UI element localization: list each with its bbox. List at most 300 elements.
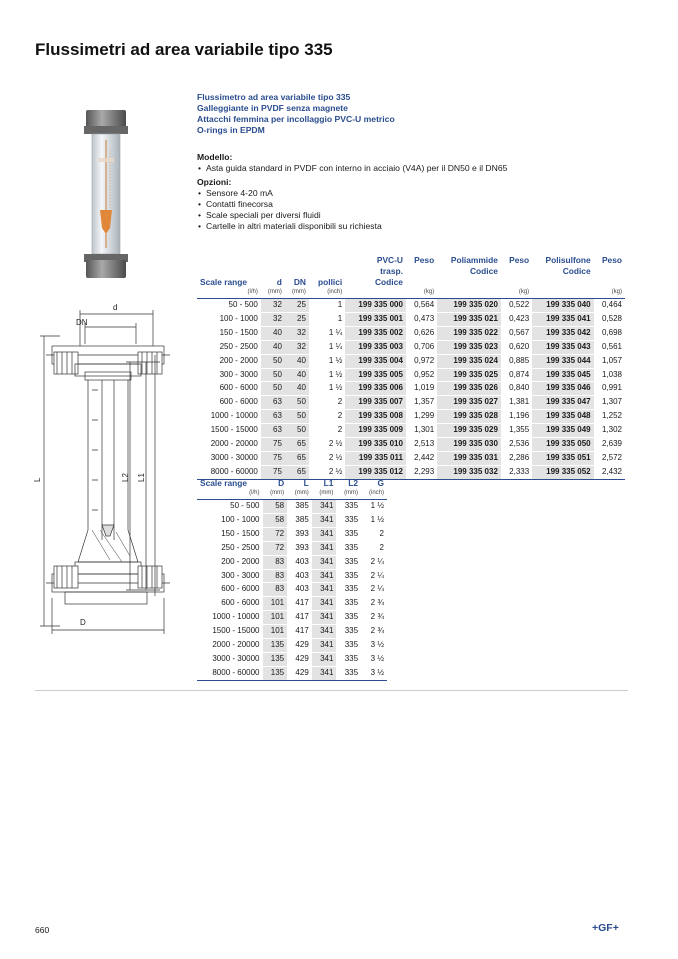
table-units-row [197, 288, 625, 299]
unit-G: (inch) [361, 489, 387, 500]
table-row [197, 424, 625, 438]
table-cell: 100 - 1000 [197, 513, 263, 527]
col-D: D [278, 478, 285, 488]
table-row [197, 652, 387, 666]
dim-label-l2: L2 [121, 473, 130, 482]
table-cell: 199 335 002 [345, 326, 406, 340]
table-cell: 2 ¾ [361, 611, 387, 625]
table-cell: 335 [336, 611, 361, 625]
table-cell: 199 335 023 [437, 340, 501, 354]
table-row [197, 326, 625, 340]
table-cell: 32 [261, 312, 285, 326]
unit-kg: (kg) [594, 288, 625, 299]
table-cell: 341 [312, 569, 337, 583]
table-cell: 72 [263, 541, 288, 555]
table-cell: 0,874 [501, 368, 532, 382]
table-cell: 25 [285, 299, 309, 313]
table-cell: 1 ½ [309, 354, 345, 368]
unit-scale: (l/h) [197, 288, 261, 299]
table-row [197, 500, 387, 514]
table-cell: 50 [285, 424, 309, 438]
description-line: Attacchi femmina per incollaggio PVC-U metrico [197, 114, 395, 124]
table-cell: 150 - 1500 [197, 326, 261, 340]
model-options-block [197, 152, 627, 232]
table-cell: 335 [336, 569, 361, 583]
table-cell: 335 [336, 652, 361, 666]
codes-table [197, 255, 625, 480]
table-cell: 199 335 040 [532, 299, 593, 313]
table-cell: 341 [312, 652, 337, 666]
dim-label-l1: L1 [137, 473, 146, 482]
table-cell: 1,038 [594, 368, 625, 382]
table-cell: 135 [263, 666, 288, 680]
table-cell: 83 [263, 555, 288, 569]
col-ps-line: Codice [562, 266, 591, 276]
codes-table-body [197, 299, 625, 480]
table-cell: 429 [287, 639, 312, 653]
table-row [197, 541, 387, 555]
table-row [197, 639, 387, 653]
table-cell: 0,626 [406, 326, 437, 340]
table-cell: 1 ¼ [309, 340, 345, 354]
table-row [197, 583, 387, 597]
table-cell: 63 [261, 396, 285, 410]
table-cell: 600 - 6000 [197, 396, 261, 410]
table-cell: 199 335 044 [532, 354, 593, 368]
table-cell: 417 [287, 625, 312, 639]
table-cell: 25 [285, 312, 309, 326]
col-L2: L2 [348, 478, 359, 488]
col-G: G [377, 478, 384, 488]
table-cell: 32 [285, 326, 309, 340]
table-cell: 1 ¼ [309, 326, 345, 340]
table-cell: 1,355 [501, 424, 532, 438]
page-title: Flussimetri ad area variabile tipo 335 [35, 40, 333, 59]
table-cell: 135 [263, 639, 288, 653]
table-cell: 0,952 [406, 368, 437, 382]
table-cell: 2,572 [594, 451, 625, 465]
table-cell: 0,528 [594, 312, 625, 326]
unit-kg: (kg) [406, 288, 437, 299]
col-pvcu-line: trasp. [380, 266, 403, 276]
table-cell: 403 [287, 569, 312, 583]
table-cell: 135 [263, 652, 288, 666]
table-row [197, 438, 625, 452]
table-cell: 335 [336, 527, 361, 541]
model-heading: Modello: [197, 152, 233, 162]
table-cell: 199 335 009 [345, 424, 406, 438]
table-row [197, 312, 625, 326]
table-cell: 58 [263, 500, 288, 514]
table-cell: 2,293 [406, 465, 437, 479]
table-cell: 0,885 [501, 354, 532, 368]
table-cell: 335 [336, 625, 361, 639]
col-ps-line: Polisulfone [545, 255, 591, 265]
table-cell: 65 [285, 438, 309, 452]
table-cell: 200 - 2000 [197, 555, 263, 569]
unit-kg: (kg) [501, 288, 532, 299]
col-L1: L1 [323, 478, 334, 488]
dim-label-d: d [113, 303, 118, 312]
table-cell: 1 ½ [361, 513, 387, 527]
option-item: • Cartelle in altri materiali disponibili su richiesta [197, 221, 627, 232]
col-pvcu-line: PVC-U [376, 255, 403, 265]
col-pvcu-codice [345, 255, 406, 288]
table-row [197, 597, 387, 611]
table-cell: 50 [285, 410, 309, 424]
table-cell: 1,307 [594, 396, 625, 410]
table-cell: 341 [312, 541, 337, 555]
table-cell: 335 [336, 597, 361, 611]
table-cell: 83 [263, 583, 288, 597]
table-cell: 335 [336, 513, 361, 527]
table-cell: 65 [285, 465, 309, 479]
flowmeter-photo [80, 110, 132, 280]
col-poliammide-codice [437, 255, 501, 288]
col-pa-line: Poliammide [450, 255, 498, 265]
table-cell: 101 [263, 625, 288, 639]
table-cell: 3 ½ [361, 652, 387, 666]
table-cell: 199 335 028 [437, 410, 501, 424]
table-cell: 2 ½ [309, 438, 345, 452]
table-cell: 2,639 [594, 438, 625, 452]
table-cell: 2 ¾ [361, 597, 387, 611]
dim-label-dn: DN [76, 318, 88, 327]
col-d: d [276, 277, 282, 287]
unit-D: (mm) [263, 489, 288, 500]
col-polisulfone-codice [532, 255, 593, 288]
table-cell: 2,536 [501, 438, 532, 452]
table-cell: 0,972 [406, 354, 437, 368]
divider [35, 690, 628, 691]
page-number: 660 [35, 925, 50, 935]
table-cell: 199 335 050 [532, 438, 593, 452]
table-cell: 199 335 052 [532, 465, 593, 479]
table-cell: 1000 - 10000 [197, 611, 263, 625]
col-pvcu-line: Codice [374, 277, 403, 287]
table-cell: 0,620 [501, 340, 532, 354]
table-cell: 429 [287, 666, 312, 680]
table-cell: 1,301 [406, 424, 437, 438]
table-cell: 0,991 [594, 382, 625, 396]
table-cell: 2,286 [501, 451, 532, 465]
unit-dn: (mm) [285, 288, 309, 299]
table-cell: 0,561 [594, 340, 625, 354]
table-cell: 199 335 007 [345, 396, 406, 410]
table-cell: 63 [261, 424, 285, 438]
table-cell: 101 [263, 597, 288, 611]
table-cell: 341 [312, 555, 337, 569]
table-cell: 199 335 020 [437, 299, 501, 313]
table-cell: 100 - 1000 [197, 312, 261, 326]
table-cell: 50 - 500 [197, 500, 263, 514]
table-cell: 199 335 051 [532, 451, 593, 465]
table-cell: 199 335 024 [437, 354, 501, 368]
table-cell: 199 335 027 [437, 396, 501, 410]
table-cell: 40 [261, 340, 285, 354]
table-cell: 417 [287, 611, 312, 625]
table-row [197, 382, 625, 396]
table-cell: 3 ½ [361, 666, 387, 680]
table-cell: 2 ½ [309, 451, 345, 465]
table-cell: 403 [287, 555, 312, 569]
table-cell: 335 [336, 555, 361, 569]
col-L: L [303, 478, 309, 488]
table-cell: 199 335 022 [437, 326, 501, 340]
table-cell: 199 335 021 [437, 312, 501, 326]
table-cell: 65 [285, 451, 309, 465]
table-row [197, 299, 625, 313]
table-cell: 199 335 011 [345, 451, 406, 465]
table-cell: 1 ½ [309, 382, 345, 396]
table-row [197, 666, 387, 680]
table-cell: 200 - 2000 [197, 354, 261, 368]
table-cell: 3 ½ [361, 639, 387, 653]
gf-logo: +GF+ [592, 922, 619, 934]
table-cell: 0,473 [406, 312, 437, 326]
table-cell: 600 - 6000 [197, 597, 263, 611]
table-cell: 2 ½ [309, 465, 345, 479]
table-cell: 341 [312, 513, 337, 527]
table-cell: 199 335 008 [345, 410, 406, 424]
description-line: O-rings in EPDM [197, 125, 265, 135]
table-cell: 199 335 031 [437, 451, 501, 465]
table-cell: 2 [309, 410, 345, 424]
col-pollici: pollici [318, 277, 343, 287]
unit-L1: (mm) [312, 489, 337, 500]
table-cell: 58 [263, 513, 288, 527]
table-cell: 1,357 [406, 396, 437, 410]
table-cell: 1,019 [406, 382, 437, 396]
table-cell: 83 [263, 569, 288, 583]
table-row [197, 555, 387, 569]
table-cell: 1 [309, 299, 345, 313]
table-cell: 250 - 2500 [197, 541, 263, 555]
col-scale-range: Scale range [200, 277, 248, 287]
table-cell: 1,252 [594, 410, 625, 424]
table-cell: 50 [285, 396, 309, 410]
table-cell: 40 [261, 326, 285, 340]
model-item: • Asta guida standard in PVDF con interno in acciaio (V4A) per il DN50 e il DN65 [197, 163, 627, 174]
table-header-row [197, 255, 625, 288]
table-cell: 1,381 [501, 396, 532, 410]
table-cell: 1,196 [501, 410, 532, 424]
col-peso: Peso [601, 255, 622, 265]
table-cell: 335 [336, 500, 361, 514]
table-cell: 300 - 3000 [197, 569, 263, 583]
table-cell: 199 335 030 [437, 438, 501, 452]
technical-drawing [30, 300, 195, 640]
table-cell: 0,698 [594, 326, 625, 340]
table-cell: 0,840 [501, 382, 532, 396]
unit-L2: (mm) [336, 489, 361, 500]
col-scale-range: Scale range [200, 478, 248, 488]
table-cell: 75 [261, 465, 285, 479]
table-row [197, 396, 625, 410]
description-line: Galleggiante in PVDF senza magnete [197, 103, 348, 113]
description-line: Flussimetro ad area variabile tipo 335 [197, 92, 351, 102]
table-row [197, 527, 387, 541]
table-cell: 2,513 [406, 438, 437, 452]
table-cell: 385 [287, 500, 312, 514]
table-cell: 1,302 [594, 424, 625, 438]
table-cell: 199 335 029 [437, 424, 501, 438]
table-cell: 32 [261, 299, 285, 313]
option-item: • Contatti finecorsa [197, 199, 627, 210]
table-cell: 1 ½ [361, 500, 387, 514]
table-cell: 2 [361, 541, 387, 555]
dimensions-table-body [197, 500, 387, 681]
table-cell: 101 [263, 611, 288, 625]
table-cell: 335 [336, 583, 361, 597]
col-peso: Peso [414, 255, 435, 265]
table-cell: 341 [312, 500, 337, 514]
table-cell: 2 ¼ [361, 555, 387, 569]
table-cell: 0,423 [501, 312, 532, 326]
unit-inch: (inch) [309, 288, 345, 299]
table-cell: 1500 - 15000 [197, 424, 261, 438]
unit-L: (mm) [287, 489, 312, 500]
table-cell: 75 [261, 451, 285, 465]
table-cell: 600 - 6000 [197, 382, 261, 396]
table-cell: 2 ¼ [361, 583, 387, 597]
table-cell: 600 - 6000 [197, 583, 263, 597]
table-cell: 1,057 [594, 354, 625, 368]
table-cell: 393 [287, 527, 312, 541]
table-row [197, 410, 625, 424]
table-cell: 50 [261, 382, 285, 396]
table-cell: 2000 - 20000 [197, 639, 263, 653]
table-cell: 199 335 042 [532, 326, 593, 340]
table-cell: 300 - 3000 [197, 368, 261, 382]
table-cell: 0,564 [406, 299, 437, 313]
table-row [197, 625, 387, 639]
table-cell: 72 [263, 527, 288, 541]
table-cell: 50 - 500 [197, 299, 261, 313]
table-row [197, 451, 625, 465]
table-cell: 341 [312, 639, 337, 653]
table-cell: 2,432 [594, 465, 625, 479]
table-cell: 1500 - 15000 [197, 625, 263, 639]
table-cell: 0,522 [501, 299, 532, 313]
dim-label-D: D [80, 618, 86, 627]
table-cell: 40 [285, 368, 309, 382]
table-cell: 3000 - 30000 [197, 652, 263, 666]
table-cell: 199 335 010 [345, 438, 406, 452]
table-cell: 50 [261, 368, 285, 382]
table-cell: 2 [309, 396, 345, 410]
table-row [197, 368, 625, 382]
table-units-row [197, 489, 387, 500]
table-cell: 40 [285, 382, 309, 396]
table-cell: 1,299 [406, 410, 437, 424]
table-cell: 1 [309, 312, 345, 326]
table-cell: 2 [309, 424, 345, 438]
option-item: • Sensore 4-20 mA [197, 188, 627, 199]
unit-scale: (l/h) [197, 489, 263, 500]
table-row [197, 340, 625, 354]
table-cell: 8000 - 60000 [197, 666, 263, 680]
table-cell: 199 335 045 [532, 368, 593, 382]
table-cell: 417 [287, 597, 312, 611]
table-cell: 335 [336, 639, 361, 653]
table-cell: 2,442 [406, 451, 437, 465]
table-cell: 429 [287, 652, 312, 666]
table-row [197, 513, 387, 527]
table-cell: 250 - 2500 [197, 340, 261, 354]
table-cell: 199 335 001 [345, 312, 406, 326]
table-cell: 403 [287, 583, 312, 597]
table-cell: 2 ¼ [361, 569, 387, 583]
option-item: • Scale speciali per diversi fluidi [197, 210, 627, 221]
table-cell: 2,333 [501, 465, 532, 479]
table-cell: 0,706 [406, 340, 437, 354]
table-cell: 341 [312, 666, 337, 680]
table-header-row [197, 478, 387, 489]
table-cell: 40 [285, 354, 309, 368]
table-cell: 199 335 012 [345, 465, 406, 479]
table-cell: 32 [285, 340, 309, 354]
table-cell: 335 [336, 666, 361, 680]
table-cell: 50 [261, 354, 285, 368]
table-cell: 341 [312, 597, 337, 611]
table-row [197, 354, 625, 368]
table-cell: 1000 - 10000 [197, 410, 261, 424]
table-cell: 385 [287, 513, 312, 527]
table-cell: 1 ½ [309, 368, 345, 382]
options-heading: Opzioni: [197, 177, 232, 187]
table-cell: 199 335 000 [345, 299, 406, 313]
table-cell: 199 335 049 [532, 424, 593, 438]
table-cell: 199 335 005 [345, 368, 406, 382]
table-cell: 199 335 003 [345, 340, 406, 354]
table-cell: 0,464 [594, 299, 625, 313]
table-cell: 2 ¾ [361, 625, 387, 639]
table-cell: 199 335 048 [532, 410, 593, 424]
col-dn: DN [293, 277, 306, 287]
table-cell: 199 335 004 [345, 354, 406, 368]
table-cell: 199 335 006 [345, 382, 406, 396]
dim-label-l: L [33, 477, 42, 482]
table-cell: 199 335 047 [532, 396, 593, 410]
table-cell: 199 335 043 [532, 340, 593, 354]
col-peso: Peso [509, 255, 530, 265]
table-cell: 2 [361, 527, 387, 541]
table-cell: 341 [312, 527, 337, 541]
table-cell: 393 [287, 541, 312, 555]
product-description [197, 92, 395, 136]
col-pa-line: Codice [469, 266, 498, 276]
table-cell: 199 335 046 [532, 382, 593, 396]
table-cell: 75 [261, 438, 285, 452]
table-cell: 0,567 [501, 326, 532, 340]
dimensions-table [197, 478, 387, 681]
table-cell: 199 335 026 [437, 382, 501, 396]
table-cell: 63 [261, 410, 285, 424]
table-cell: 335 [336, 541, 361, 555]
table-cell: 150 - 1500 [197, 527, 263, 541]
table-row [197, 611, 387, 625]
table-cell: 341 [312, 583, 337, 597]
unit-d: (mm) [261, 288, 285, 299]
table-cell: 2000 - 20000 [197, 438, 261, 452]
table-cell: 199 335 032 [437, 465, 501, 479]
table-cell: 3000 - 30000 [197, 451, 261, 465]
table-cell: 199 335 041 [532, 312, 593, 326]
table-cell: 8000 - 60000 [197, 465, 261, 479]
table-cell: 199 335 025 [437, 368, 501, 382]
table-cell: 341 [312, 611, 337, 625]
